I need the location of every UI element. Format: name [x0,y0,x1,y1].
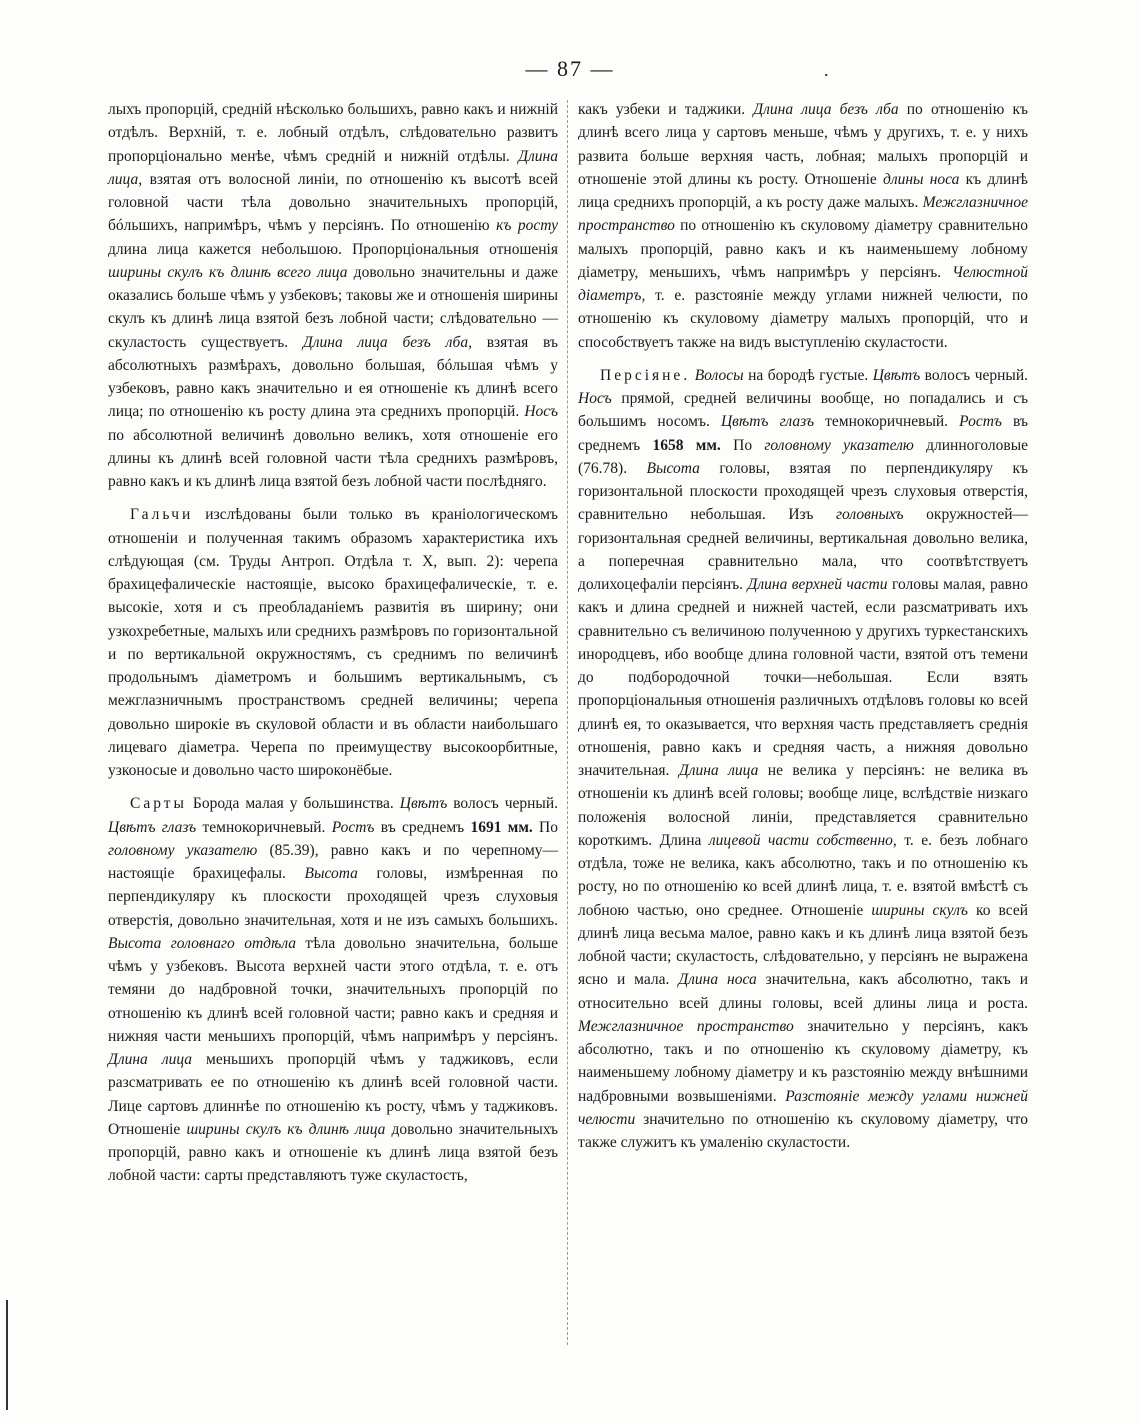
italic-term: Длина верхней части [747,576,888,593]
text-run: Борода малая у большинства. [186,795,400,813]
italic-term: къ росту [496,217,558,235]
italic-term: лицевой части собственно, [708,831,897,849]
text-run: головы, взятая по перпендикуляру къ горизонтальной плоскости проходящей чрезъ слуховыя отверстія, сравнительно небольшая. Изъ [578,459,1028,524]
italic-term: Носъ [578,390,612,407]
text-run: лыхъ пропорцій, средній нѣсколько большихъ, равно какъ и нижній отдѣлъ. Верхній, т. е. лобный отдѣлъ, слѣдовательно развитъ пропорціонально менѣе, чѣмъ средній и нижній отдѣлы. [108,101,558,165]
italic-term: головныхъ [836,506,904,524]
italic-term: Межглазничное пространство [578,1017,794,1035]
text-run: ко всей длинѣ лица весьма малое, равно какъ и къ длинѣ лица взятой безъ лобной части; скуластость, слѣдовательно, у персіянъ не выражена ясно и мала. [578,901,1028,989]
italic-term: Длина носа [678,971,757,989]
paragraph-sarty [108,792,558,1187]
italic-term: ширины скулъ къ длинѣ всего лица [108,263,348,281]
italic-term: Цвѣтъ [399,795,448,813]
italic-term: головному указателю [108,841,258,859]
section-heading: Персіяне. [600,366,691,384]
text-run: окружностей—горизонтальная средней величины, вертикальная довольно велика, а поперечная сравнительно мала, что соотвѣтствуетъ долихоцефаліи персіянъ. [578,506,1029,593]
text-run: взятая въ абсолютныхъ размѣрахъ, довольно большая, бóльшая чѣмъ у узбековъ, равно какъ значительно и ея отношеніе къ длинѣ всего лица; по отношенію къ росту длина эта среднихъ пропорцій. [108,333,558,421]
italic-term: Длина лица [678,762,759,779]
italic-term: Разстояніе между углами нижней челюсти [578,1087,1028,1128]
text-run: волосъ черный. [920,366,1028,384]
italic-term: Ростъ [959,413,1002,431]
text-run: прямой, средней величины вообще, но попадались и съ большимъ носомъ. [578,390,1028,431]
italic-term: Межглазничное пространство [578,194,1028,235]
text-run: значительно по отношенію къ скуловому діаметру, что также служитъ къ умаленію скуластости. [578,1110,1028,1151]
text-run: По [532,818,558,836]
italic-term: Высота [304,865,358,882]
italic-term: ширины скулъ [871,901,968,919]
text-run: т. е. разстояніе между углами нижней челюсти, по отношенію къ скуловому діаметру малыхъ пропорцій, что и способствуетъ также на видъ выступленію скуластости. [578,287,1028,351]
italic-term: Челюстной діаметръ, [578,263,1028,304]
text-run: не велика у персіянъ: не велика въ отношеніи къ длинѣ всей головы; вообще лице, вслѣдствіе низкаго положенія волосной линіи, представляется сравнительно короткимъ. Длина [578,762,1029,849]
text-run: на бородѣ густые. [743,366,873,384]
italic-term: Длина лица, [108,147,558,188]
italic-term: Ростъ [331,818,375,836]
italic-term: головному указателю [764,436,914,454]
italic-term: длины носа [883,170,960,188]
text-run: меньшихъ пропорцій чѣмъ у таджиковъ, если разсматривать ее по отношенію къ длинѣ всей головной части. Лице сартовъ длиннѣе по отношенію къ росту, чѣмъ у таджиковъ. Отношеніе [108,1051,558,1138]
text-run: по абсолютной величинѣ довольно великъ, хотя отношеніе его длины къ длинѣ всей головной части тѣла среднихъ размѣровъ, равно какъ и къ длинѣ лица взятой безъ лобной части послѣдняго. [108,426,558,490]
paragraph-galchi [108,503,558,782]
italic-term: Длина лица безъ лба [753,101,899,118]
text-run: изслѣдованы были только въ краніологическомъ отношеніи и полученная такимъ образомъ характеристика ихъ слѣдующая (см. Труды Антроп. Отдѣла т. X, вып. 2): черепа брахицефалическіе настоящіе, высоко брахицефалическіе, т. е. высокіе, хотя и съ преобладаніемъ развитія въ ширину; они узкохребетные, малыхъ или среднихъ размѣровъ по горизонтальной и по вертикальной окружностямъ, съ среднимъ по величинѣ продольнымъ діаметромъ и большимъ вертикальнымъ, съ межглазничнымъ пространствомъ средней величины; черепа довольно широкіе въ скуловой области и въ области наибольшаго лицеваго діаметра. Черепа по преимуществу высокоорбитные, узконосые и довольно часто широконёбые. [108,506,558,779]
text-run: длинноголовые (76.78). [578,436,1028,477]
left-column [108,98,558,1198]
paragraph-proportions [108,98,558,493]
page-number: — 87 — [525,56,615,81]
text-run: тѣла довольно значительна, больше чѣмъ у узбековъ. Высота верхней части этого отдѣла, т. е. отъ темяни до надбровной точки, значительныхъ пропорцій по отношенію къ длинѣ всей головной части; равно какъ и средняя и нижняя части меньшихъ пропорцій, чѣмъ напримѣръ у персіянъ. [108,934,558,1045]
text-run: волосъ черный. [447,795,559,813]
text-run: въ среднемъ [578,413,1028,454]
text-run: головы, измѣренная по перпендикуляру къ плоскости проходящей чрезъ слуховыя отверстія, довольно значительная, хотя и не изъ самыхъ большихъ. [108,865,558,929]
italic-term: Высота [646,459,700,477]
italic-term: Цвѣтъ глазъ [720,413,815,431]
italic-term: Длина лица [108,1051,193,1068]
italic-term: Высота головнаго отдѣла [108,934,297,952]
page-mark-dot: . [824,60,829,80]
text-run: какъ узбеки и таджики. [578,101,754,118]
text-run: длина лица кажется небольшою. Пропорціональныя отношенія [108,240,558,258]
italic-term: ширины скулъ къ длинѣ лица [186,1120,386,1138]
text-run: темнокоричневый. [196,818,332,836]
italic-term: Длина лица безъ лба, [302,333,472,351]
column-divider [567,100,569,1345]
text-run: по отношенію къ длинѣ всего лица у сартовъ меньше, чѣмъ у другихъ, т. е. у нихъ развита больше верхняя часть, лобная; малыхъ пропорцій и отношеніе этой длины къ росту. Отношеніе [578,101,1029,188]
italic-term: Цвѣтъ глазъ [108,818,197,836]
text-run: взятая отъ волосной линіи, по отношенію къ высотѣ всей головной части тѣла довольно значительныхъ пропорцій, бóльшихъ, напримѣръ, чѣмъ у персіянъ. По отношенію [108,170,558,235]
text-run: значительна, какъ абсолютно, такъ и относительно всей длины головы, всей длины лица и роста. [578,971,1028,1012]
bold-value: 1691 мм. [470,818,533,836]
text-run: къ длинѣ лица среднихъ пропорцій, а къ росту даже малыхъ. [578,170,1028,211]
paragraph-persiyane [578,364,1028,1155]
text-run: довольно значительныхъ пропорцій, равно какъ и отношеніе къ длинѣ лица взятой безъ лобной части: сарты представляютъ туже скуластость, [108,1120,559,1185]
text-run: по отношенію къ скуловому діаметру сравнительно малыхъ пропорцій, равно какъ и къ наименьшему лобному діаметру, меньшихъ, чѣмъ напримѣръ у персіянъ. [578,217,1028,281]
text-run: значительно у персіянъ, какъ абсолютно, такъ и по отношенію къ скуловому діаметру, къ наименьшему лобному діаметру и къ разстоянію между внѣшними надбровными возвышеніями. [578,1017,1028,1105]
text-run: темнокоричневый. [814,413,960,431]
italic-term: Волосы [694,366,744,384]
text-run: довольно значительны и даже оказались больше чѣмъ у узбековъ; таковы же и отношенія ширины скулъ къ длинѣ лица взятой безъ лобной части; слѣдовательно — скуластость существуетъ. [108,263,559,351]
bold-value: 1658 мм. [652,436,721,454]
italic-term: Цвѣтъ [872,366,921,384]
text-run: По [720,436,765,454]
section-heading: Сарты [130,795,187,813]
margin-rule [6,1300,8,1410]
paragraph-sarty-continued [578,98,1028,354]
text-run: т. е. безъ лобнаго отдѣла, тоже не велика, какъ абсолютно, такъ и по отношенію къ росту, но по отношенію ко всей длинѣ лица, т. е. взятой вмѣстѣ съ лобною частью, оно среднее. Отношеніе [578,831,1028,919]
text-run: (85.39), равно какъ и по черепному—настоящіе брахицефалы. [108,841,559,882]
italic-term: Носъ [524,403,558,421]
text-run: въ среднемъ [374,818,471,836]
text-run: головы малая, равно какъ и длина средней и нижней частей, если разсматривать ихъ сравнительно съ величиною полученною у другихъ туркестанскихъ инородцевъ, ибо вообще длина головной части, взятой отъ темени до подбородочной точки—небольшая. Если взять пропорціональныя отношенія различныхъ отдѣловъ головы ко всей длинѣ ея, то оказывается, что верхняя часть представляетъ среднія отношенія, равно какъ и средняя часть, а нижняя довольно значительная. [578,576,1028,779]
section-heading: Гальчи [130,506,194,524]
right-column [578,98,1028,1164]
